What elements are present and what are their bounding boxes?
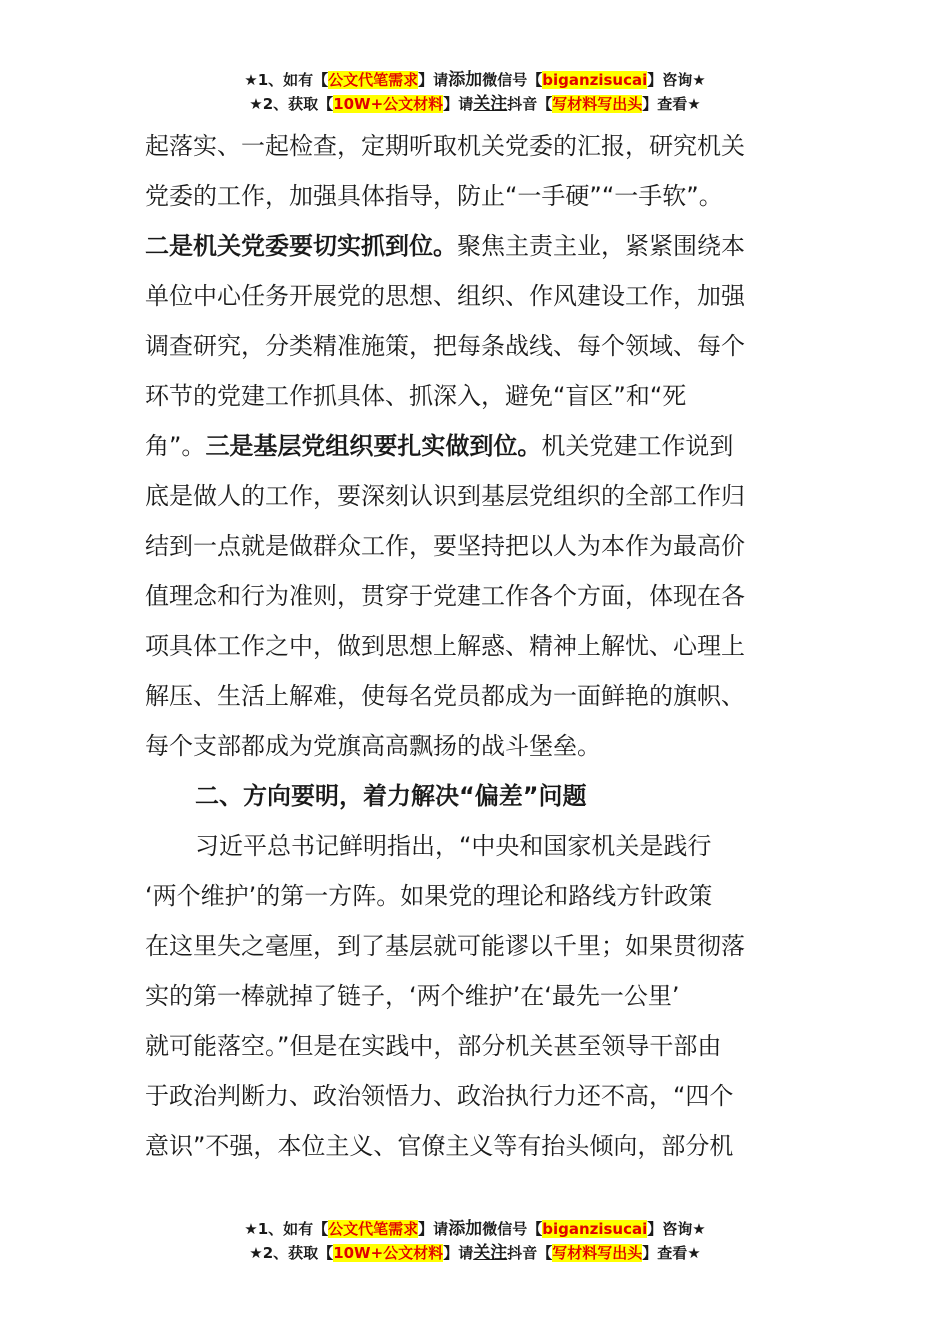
highlight-materials: 10W+公文材料 [333, 1244, 444, 1262]
text-line: 习近平总书记鲜明指出，“中央和国家机关是践行 [195, 832, 712, 860]
text-line: 二是机关党委要切实抓到位。聚焦主责主业，紧紧围绕本 [145, 232, 745, 260]
bold-point-3: 三是基层党组织要扎实做到位。 [205, 432, 542, 460]
banner-line-1: ★1、如有【公文代笔需求】请添加微信号【biganzisucai】咨询★ [244, 1219, 706, 1239]
highlight-materials: 10W+公文材料 [333, 95, 444, 113]
text-line: 调查研究，分类精准施策，把每条战线、每个领域、每个 [145, 332, 745, 360]
text-line: 值理念和行为准则，贯穿于党建工作各个方面，体现在各 [145, 582, 745, 610]
text-line: 单位中心任务开展党的思想、组织、作风建设工作，加强 [145, 282, 745, 310]
text-line: 就可能落空。”但是在实践中，部分机关甚至领导干部由 [145, 1032, 722, 1060]
text-line: 实的第一棒就掉了链子，‘两个维护’在‘最先一公里’ [145, 982, 680, 1010]
text-line: 结到一点就是做群众工作，要坚持把以人为本作为最高价 [145, 532, 745, 560]
highlight-ghostwriting: 公文代笔需求 [328, 1220, 419, 1238]
text-line: 于政治判断力、政治领悟力、政治执行力还不高，“四个 [145, 1082, 734, 1110]
text-line: 党委的工作，加强具体指导，防止“一手硬”“一手软”。 [145, 182, 723, 210]
banner-line-1: ★1、如有【公文代笔需求】请添加微信号【biganzisucai】咨询★ [244, 70, 706, 90]
footer-banner [0, 1217, 950, 1265]
text-line: 角”。三是基层党组织要扎实做到位。机关党建工作说到 [145, 432, 734, 460]
section-heading: 二、方向要明，着力解决“偏差”问题 [195, 782, 587, 810]
text-line: ‘两个维护’的第一方阵。如果党的理论和路线方针政策 [145, 882, 713, 910]
text-line: 解压、生活上解难，使每名党员都成为一面鲜艳的旗帜、 [145, 682, 745, 710]
header-banner [0, 68, 950, 116]
text-line: 项具体工作之中，做到思想上解惑、精神上解忧、心理上 [145, 632, 745, 660]
text-line: 起落实、一起检查，定期听取机关党委的汇报，研究机关 [145, 132, 745, 160]
highlight-douyin: 写材料写出头 [552, 95, 643, 113]
banner-line-2: ★2、获取【10W+公文材料】请关注抖音【写材料写出头】查看★ [249, 94, 701, 114]
highlight-douyin: 写材料写出头 [552, 1244, 643, 1262]
text-line: 每个支部都成为党旗高高飘扬的战斗堡垒。 [145, 732, 601, 760]
text-line: 在这里失之毫厘，到了基层就可能谬以千里；如果贯彻落 [145, 932, 745, 960]
text-line: 底是做人的工作，要深刻认识到基层党组织的全部工作归 [145, 482, 745, 510]
document-body [145, 121, 805, 1171]
highlight-wechat-id: biganzisucai [542, 71, 648, 89]
text-line: 意识”不强，本位主义、官僚主义等有抬头倾向，部分机 [145, 1132, 734, 1160]
bold-point-2: 二是机关党委要切实抓到位。 [145, 232, 457, 260]
highlight-wechat-id: biganzisucai [542, 1220, 648, 1238]
banner-line-2: ★2、获取【10W+公文材料】请关注抖音【写材料写出头】查看★ [249, 1243, 701, 1263]
text-line: 环节的党建工作抓具体、抓深入，避免“盲区”和“死 [145, 382, 687, 410]
highlight-ghostwriting: 公文代笔需求 [328, 71, 419, 89]
